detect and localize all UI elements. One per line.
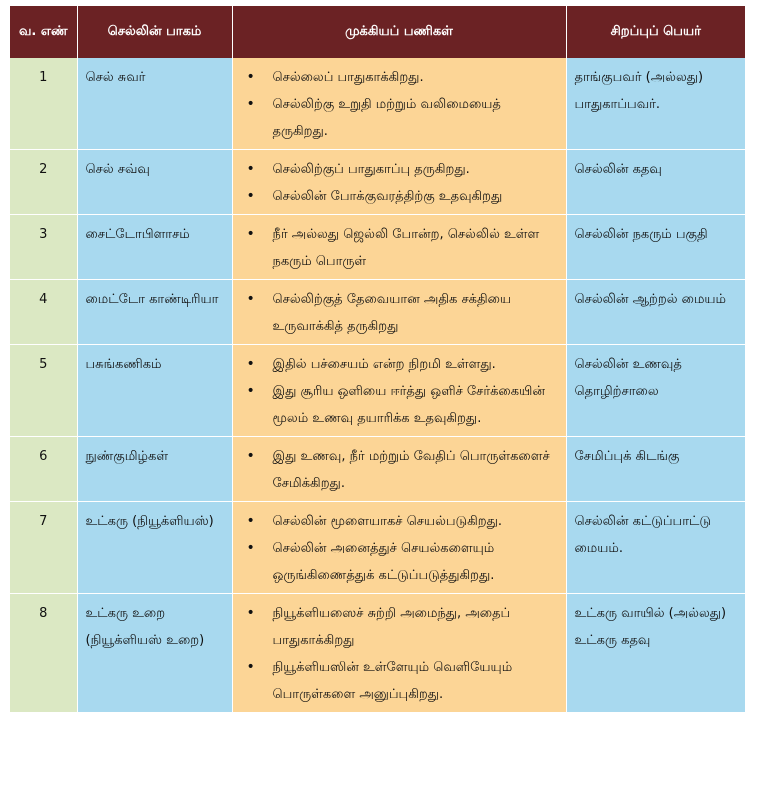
function-item: • செல்லின் போக்குவரத்திற்கு உதவுகிறது <box>241 183 560 210</box>
function-item: • செல்லின் மூளையாகச் செயல்படுகிறது. <box>241 508 560 535</box>
row-cell-part: சைட்டோபிளாசம் <box>77 215 232 280</box>
cell-parts-table <box>10 6 745 713</box>
function-item: • செல்லிற்கு உறுதி மற்றும் வலிமையைத் தருகிறது. <box>241 91 560 145</box>
row-functions <box>232 150 566 215</box>
function-item: • செல்லின் அனைத்துச் செயல்களையும் ஒருங்கிணைத்துக் கட்டுப்படுத்துகிறது. <box>241 535 560 589</box>
row-serial-number: 3 <box>10 215 77 280</box>
function-item: • இதில் பச்சையம் என்ற நிறமி உள்ளது. <box>241 351 560 378</box>
function-item: • நீர் அல்லது ஜெல்லி போன்ற, செல்லில் உள்ள நகரும் பொருள் <box>241 221 560 275</box>
row-cell-part: செல் சவ்வு <box>77 150 232 215</box>
function-item: • நியூக்ளியஸைச் சுற்றி அமைந்து, அதைப் பாதுகாக்கிறது <box>241 600 560 654</box>
row-special-name: செல்லின் கட்டுப்பாட்டு மையம். <box>566 502 745 594</box>
function-item: • நியூக்ளியஸின் உள்ளேயும் வெளியேயும் பொருள்களை அனுப்புகிறது. <box>241 654 560 708</box>
row-serial-number: 6 <box>10 437 77 502</box>
row-functions <box>232 58 566 150</box>
row-serial-number: 4 <box>10 280 77 345</box>
table-row <box>10 345 745 437</box>
function-item: • செல்லிற்குப் பாதுகாப்பு தருகிறது. <box>241 156 560 183</box>
function-item: • இது உணவு, நீர் மற்றும் வேதிப் பொருள்களைச் சேமிக்கிறது. <box>241 443 560 497</box>
table-row <box>10 594 745 713</box>
row-cell-part: உட்கரு உறை (நியூக்ளியஸ் உறை) <box>77 594 232 713</box>
header-special-name: சிறப்புப் பெயர் <box>566 6 745 58</box>
table-row <box>10 215 745 280</box>
row-serial-number: 7 <box>10 502 77 594</box>
function-item: • செல்லைப் பாதுகாக்கிறது. <box>241 64 560 91</box>
row-cell-part: உட்கரு (நியூக்ளியஸ்) <box>77 502 232 594</box>
functions-list <box>241 286 560 340</box>
table-header <box>10 6 745 58</box>
row-serial-number: 2 <box>10 150 77 215</box>
table-row <box>10 150 745 215</box>
row-special-name: செல்லின் உணவுத் தொழிற்சாலை <box>566 345 745 437</box>
table-row <box>10 58 745 150</box>
table-body <box>10 58 745 713</box>
row-cell-part: பசுங்கணிகம் <box>77 345 232 437</box>
row-functions <box>232 437 566 502</box>
row-serial-number: 8 <box>10 594 77 713</box>
row-special-name: செல்லின் கதவு <box>566 150 745 215</box>
row-serial-number: 5 <box>10 345 77 437</box>
row-functions <box>232 215 566 280</box>
functions-list <box>241 64 560 145</box>
row-special-name: செல்லின் ஆற்றல் மையம் <box>566 280 745 345</box>
table-row <box>10 280 745 345</box>
row-special-name: தாங்குபவர் (அல்லது) பாதுகாப்பவர். <box>566 58 745 150</box>
functions-list <box>241 156 560 210</box>
row-cell-part: மைட்டோ காண்டிரியா <box>77 280 232 345</box>
functions-list <box>241 443 560 497</box>
functions-list <box>241 508 560 589</box>
functions-list <box>241 351 560 432</box>
row-cell-part: நுண்குமிழ்கள் <box>77 437 232 502</box>
header-cell-part: செல்லின் பாகம் <box>77 6 232 58</box>
header-sno: வ. எண் <box>10 6 77 58</box>
table-row <box>10 502 745 594</box>
cell-parts-table-container <box>10 6 745 713</box>
row-functions <box>232 345 566 437</box>
row-functions <box>232 502 566 594</box>
function-item: • இது சூரிய ஒளியை ஈர்த்து ஒளிச் சேர்க்கையின் மூலம் உணவு தயாரிக்க உதவுகிறது. <box>241 378 560 432</box>
row-serial-number: 1 <box>10 58 77 150</box>
row-functions <box>232 594 566 713</box>
row-special-name: செல்லின் நகரும் பகுதி <box>566 215 745 280</box>
row-special-name: சேமிப்புக் கிடங்கு <box>566 437 745 502</box>
functions-list <box>241 221 560 275</box>
row-special-name: உட்கரு வாயில் (அல்லது) உட்கரு கதவு <box>566 594 745 713</box>
function-item: • செல்லிற்குத் தேவையான அதிக சக்தியை உருவாக்கித் தருகிறது <box>241 286 560 340</box>
row-functions <box>232 280 566 345</box>
row-cell-part: செல் சுவர் <box>77 58 232 150</box>
functions-list <box>241 600 560 708</box>
header-main-functions: முக்கியப் பணிகள் <box>232 6 566 58</box>
table-row <box>10 437 745 502</box>
